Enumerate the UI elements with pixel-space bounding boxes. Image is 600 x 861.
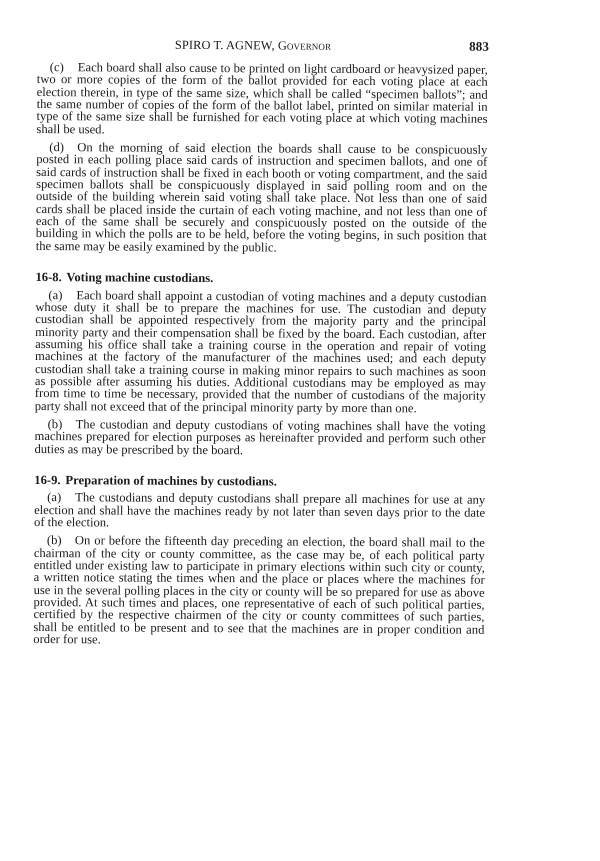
paragraph-label: (a) <box>47 490 62 505</box>
section-heading-16-9 <box>34 474 485 489</box>
paragraph-label: (d) <box>49 140 65 155</box>
paragraph-text: On the morning of said election the boards shall cause to be conspicuously posted in each polling place said cards of instruction and specimen ballots, and one of said cards of instruction shall be fixed in each booth or voting compartment, and the said specimen ballots shall be conspicuously displayed in said polling room and on the outside of the building wherein said voting shall take place. Not less than one of said cards shall be placed inside the curtain of each voting machine, and not less than one of each of the same shall be securely and conspicuously posted on the outside of the building in which the polls are to be held, before the voting begins, in such position that the same may be easily examined by the public. <box>35 140 488 255</box>
paragraph-16-8-a <box>35 288 487 414</box>
section-heading-16-8 <box>36 271 487 286</box>
paragraph-text: Each board shall appoint a custodian of voting machines and a deputy custodian whose duty it shall be to prepare the machines for use. The custodian and deputy custodian shall be appointed respectively from the majority party and the principal minority party and their compensation shall be fixed by the board. Each custodian, after assuming his office shall take a training course in the operation and repair of voting machines at the factory of the manufacturer of the machines used; and each deputy custodian shall take a training course in making minor repairs to such machines as soon as possible after assuming his duties. Additional custodians may be employed as may from time to time be necessary, provided that the number of custodians of the majority party shall not exceed that of the principal minority party by more than one. <box>34 287 487 415</box>
paragraph-label: (c) <box>49 60 64 75</box>
paragraph-text: The custodians and deputy custodians shall prepare all machines for use at any election and shall have the machines ready by not later than seven days prior to the date of the election. <box>34 490 486 530</box>
page-number: 883 <box>469 38 490 54</box>
paragraph-16-9-b <box>33 534 485 648</box>
paragraph-label: (b) <box>46 533 62 548</box>
paragraph-c <box>36 61 487 138</box>
section-number: 16-8. <box>35 270 62 285</box>
paragraph-label: (b) <box>47 417 63 432</box>
running-header <box>175 39 488 57</box>
paragraph-d <box>36 141 488 255</box>
section-title: Voting machine custodians. <box>66 270 214 286</box>
running-title: SPIRO T. AGNEW, Governor <box>174 37 332 53</box>
section-number: 16-9. <box>34 472 61 488</box>
paragraph-label: (a) <box>48 287 63 302</box>
section-title: Preparation of machines by custodians. <box>65 473 277 489</box>
paragraph-16-9-a <box>34 491 485 531</box>
document-page <box>33 38 488 654</box>
paragraph-text: The custodian and deputy custodians of voting machines shall have the voting machines prepared for election purposes as hereinafter provided and perform such other duties as may be prescribed by the board. <box>34 417 486 457</box>
paragraph-text: Each board shall also cause to be printed on light cardboard or heavysized paper, two or more copies of the form of the ballot provided for each voting place at each election therein, in type of the same size, which shall be called “specimen ballots”; and the same number of copies of the form of the ballot label, printed on similar material in type of the same size shall be furnished for each voting place at which voting machines shall be used. <box>36 60 488 137</box>
paragraph-text: On or before the fifteenth day preceding an election, the board shall mail to the chairman of the city or county committee, as the case may be, of each political party entitled under existing law to participate in primary elections within such city or county, a written notice stating the times when and the place or places where the machines for use in the several polling places in the city or county will be so prepared for use as above provided. At such times and places, one representative of each of such political parties, certified by the respective chairmen of the city or county committees of such parties, shall be entitled to be present and to see that the machines are in proper condition and order for use. <box>33 533 485 647</box>
paragraph-16-8-b <box>34 418 485 458</box>
